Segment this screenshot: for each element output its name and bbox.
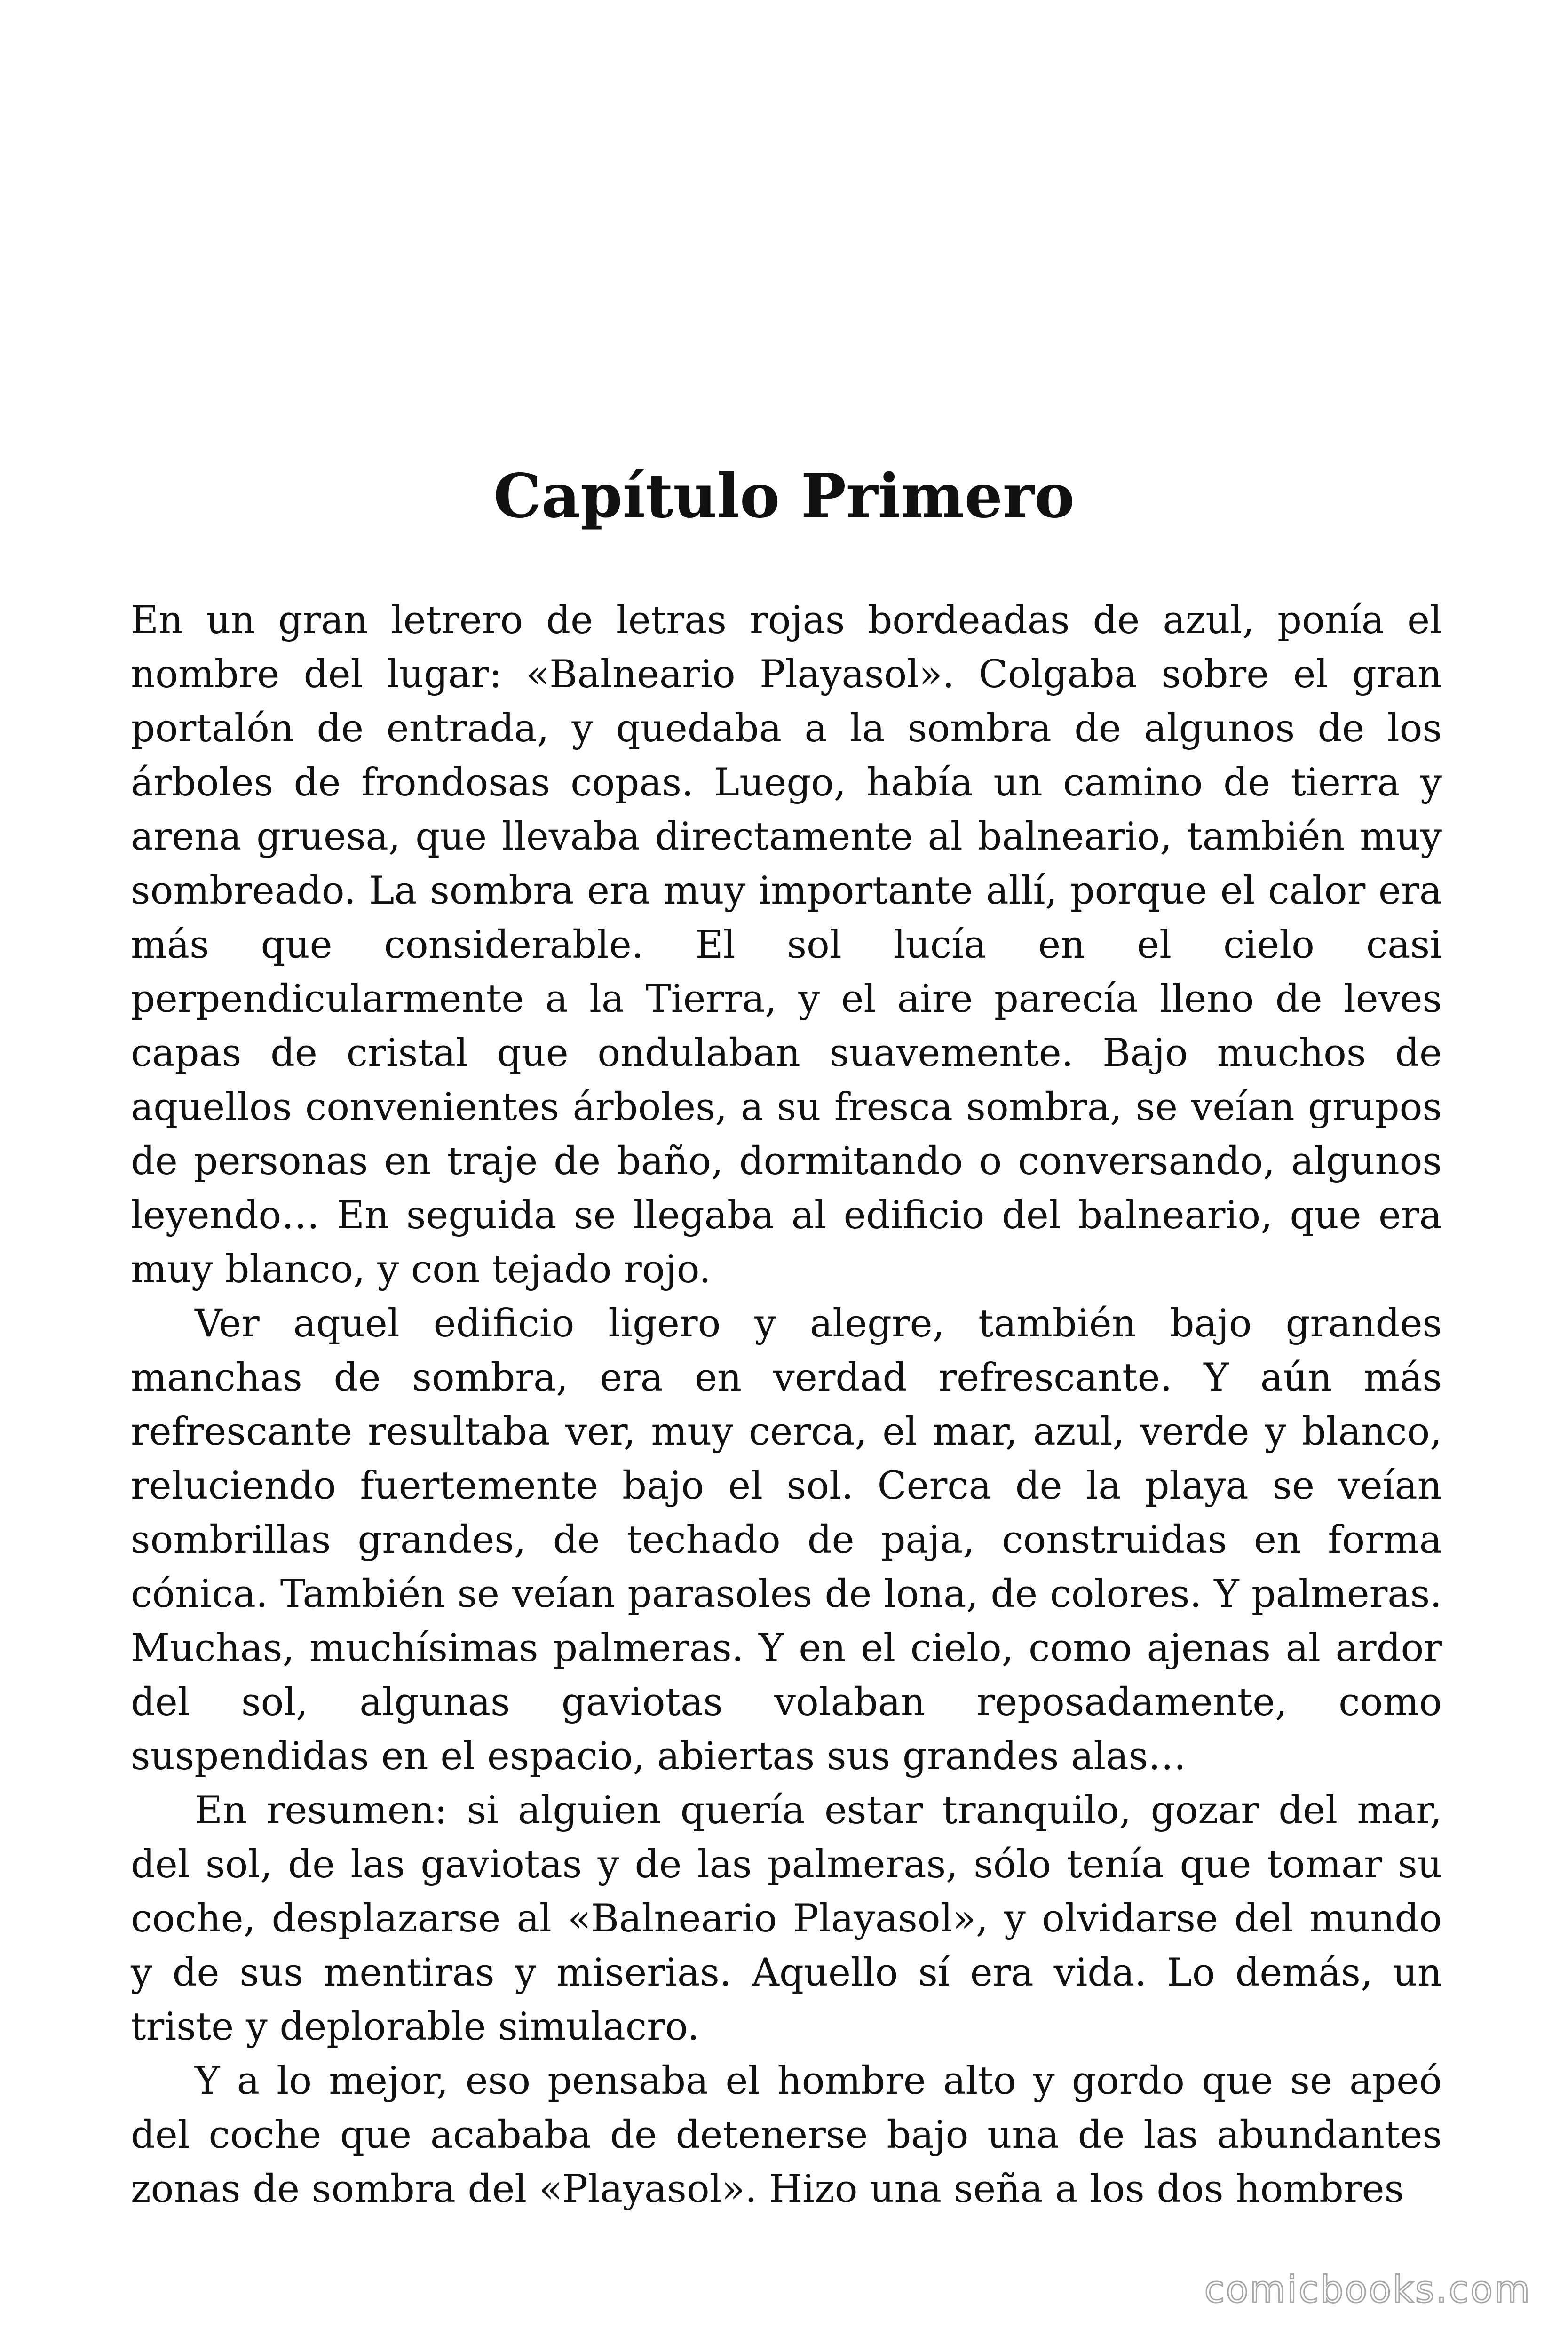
chapter-title: Capítulo Primero (493, 461, 1075, 532)
paragraph-4: Y a lo mejor, eso pensaba el hombre alto y gordo que se apeó del coche que acababa de detenerse bajo una de las abundantes zonas de sombra del «Playasol». Hizo una seña a los dos hombres (131, 2059, 1442, 2211)
paragraph-3: En resumen: si alguien quería estar tranquilo, gozar del mar, del sol, de las gaviotas y de las palmeras, sólo tenía que tomar su coche, desplazarse al «Balneario Playasol», y olvidarse del mundo y de sus mentiras y miserias. Aquello sí era vida. Lo demás, un triste y deplorable simulacro. (131, 1788, 1442, 2049)
watermark-logo: comicbooks.com (1204, 2269, 1531, 2311)
paragraph-1: En un gran letrero de letras rojas bordeadas de azul, ponía el nombre del lugar: «Balneario Playasol». Colgaba sobre el gran portalón de entrada, y quedaba a la sombra de algunos de los árboles de frondosas copas. Luego, había un camino de tierra y arena gruesa, que llevaba directamente al balneario, también muy sombreado. La sombra era muy importante allí, porque el calor era más que considerable. El sol lucía en el cielo casi perpendicularmente a la Tierra, y el aire parecía lleno de leves capas de cristal que ondulaban suavemente. Bajo muchos de aquellos convenientes árboles, a su fresca sombra, se veían grupos de personas en traje de baño, dormitando o conversando, algunos leyendo… En seguida se llegaba al edificio del balneario, que era muy blanco, y con tejado rojo. (131, 598, 1442, 1292)
chapter-body (131, 594, 1442, 2217)
paragraph-2: Ver aquel edificio ligero y alegre, también bajo grandes manchas de sombra, era en verdad refrescante. Y aún más refrescante resultaba ver, muy cerca, el mar, azul, verde y blanco, reluciendo fuertemente bajo el sol. Cerca de la playa se veían sombrillas grandes, de techado de paja, construidas en forma cónica. También se veían parasoles de lona, de colores. Y palmeras. Muchas, muchísimas palmeras. Y en el cielo, como ajenas al ardor del sol, algunas gaviotas volaban reposadamente, como suspendidas en el espacio, abiertas sus grandes alas… (131, 1302, 1442, 1779)
